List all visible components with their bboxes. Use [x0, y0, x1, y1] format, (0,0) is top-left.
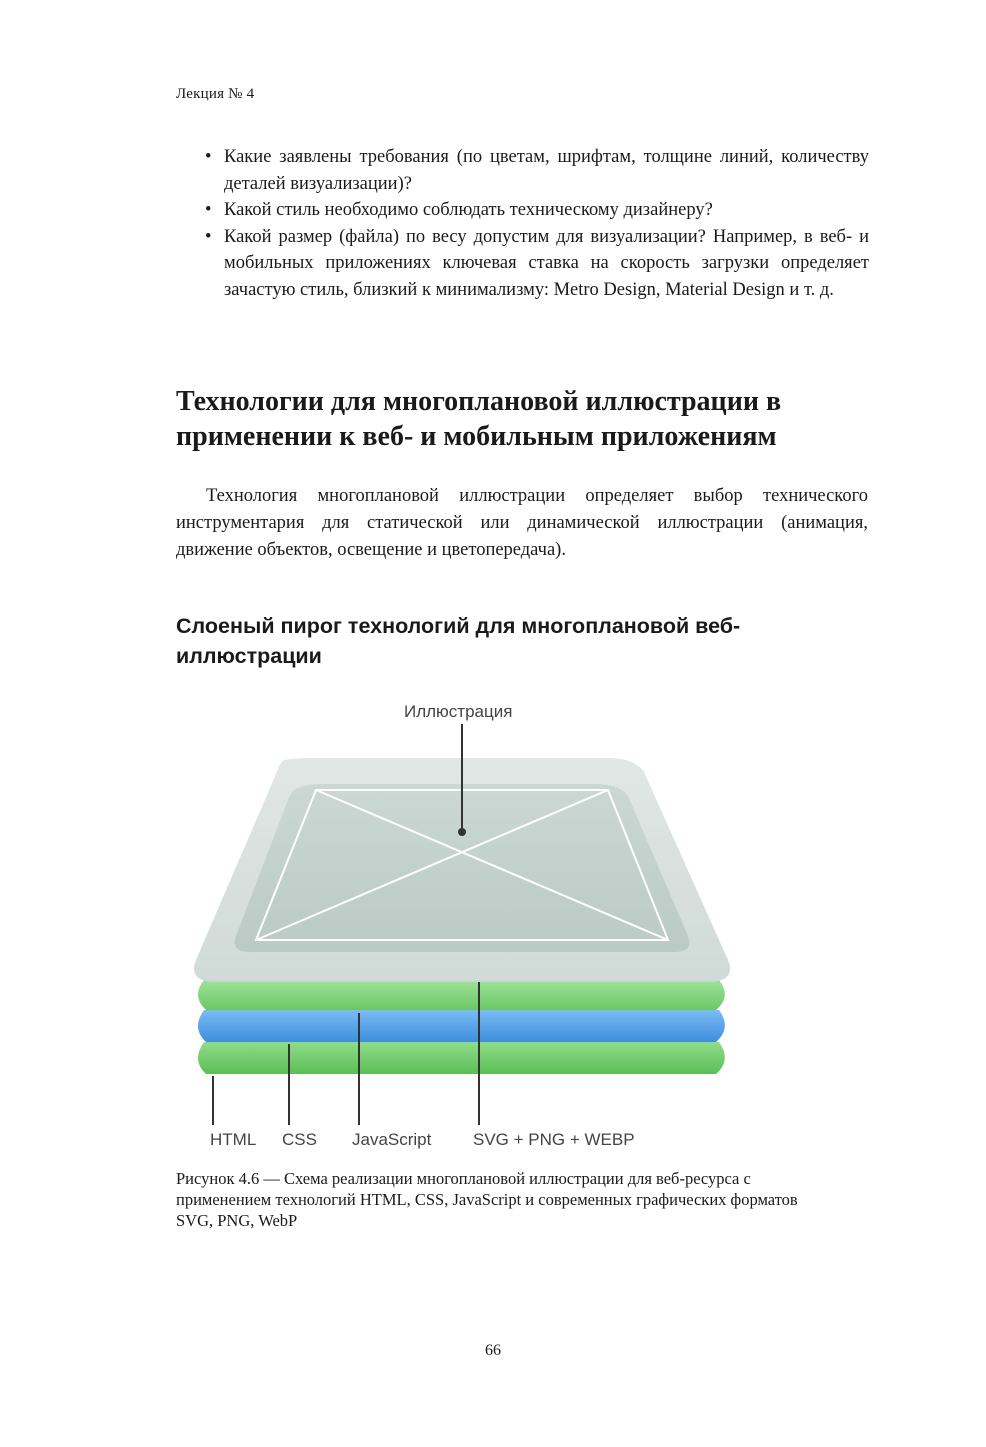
page-number: 66 [485, 1342, 501, 1359]
subsection-title: Слоеный пирог технологий для многоплановой веб-иллюстрации [176, 614, 741, 668]
js-layer [198, 980, 725, 1010]
formats-label: SVG + PNG + WEBP [473, 1130, 635, 1149]
javascript-label: JavaScript [352, 1130, 432, 1149]
list-item: • Какие заявлены требования (по цветам, шрифтам, толщине линий, количеству деталей визуализации)? [205, 144, 869, 197]
html-layer [198, 1042, 725, 1074]
html-label: HTML [210, 1130, 257, 1149]
list-item: • Какой размер (файла) по весу допустим для визуализации? Например, в веб- и мобильных приложениях ключевая ставка на скорость загрузки определяет зачастую стиль, близкий к минимализму: Metro Design, Material Design и т. д. [205, 224, 869, 304]
figure-caption: Рисунок 4.6 — Схема реализации многоплановой иллюстрации для веб-ресурса с применением технологий HTML, CSS, JavaScript и современных графических форматов SVG, PNG, WebP [176, 1169, 798, 1230]
section-title: Технологии для многоплановой иллюстрации в применении к веб- и мобильным приложениям [176, 386, 782, 452]
css-label: CSS [282, 1130, 317, 1149]
illustration-leader-dot [458, 828, 466, 836]
css-layer [198, 1010, 725, 1042]
requirements-list [205, 144, 869, 303]
body-paragraph: Технология многоплановой иллюстрации определяет выбор технического инструментария для статической или динамической иллюстрации (анимация, движение объектов, освещение и цветопередача). [176, 486, 868, 560]
layer-cake-diagram [176, 690, 756, 1160]
running-header: Лекция № 4 [176, 86, 255, 102]
list-item: • Какой стиль необходимо соблюдать техническому дизайнеру? [205, 197, 869, 224]
illustration-label: Иллюстрация [404, 702, 513, 721]
layer-cake-figure [176, 690, 756, 1160]
